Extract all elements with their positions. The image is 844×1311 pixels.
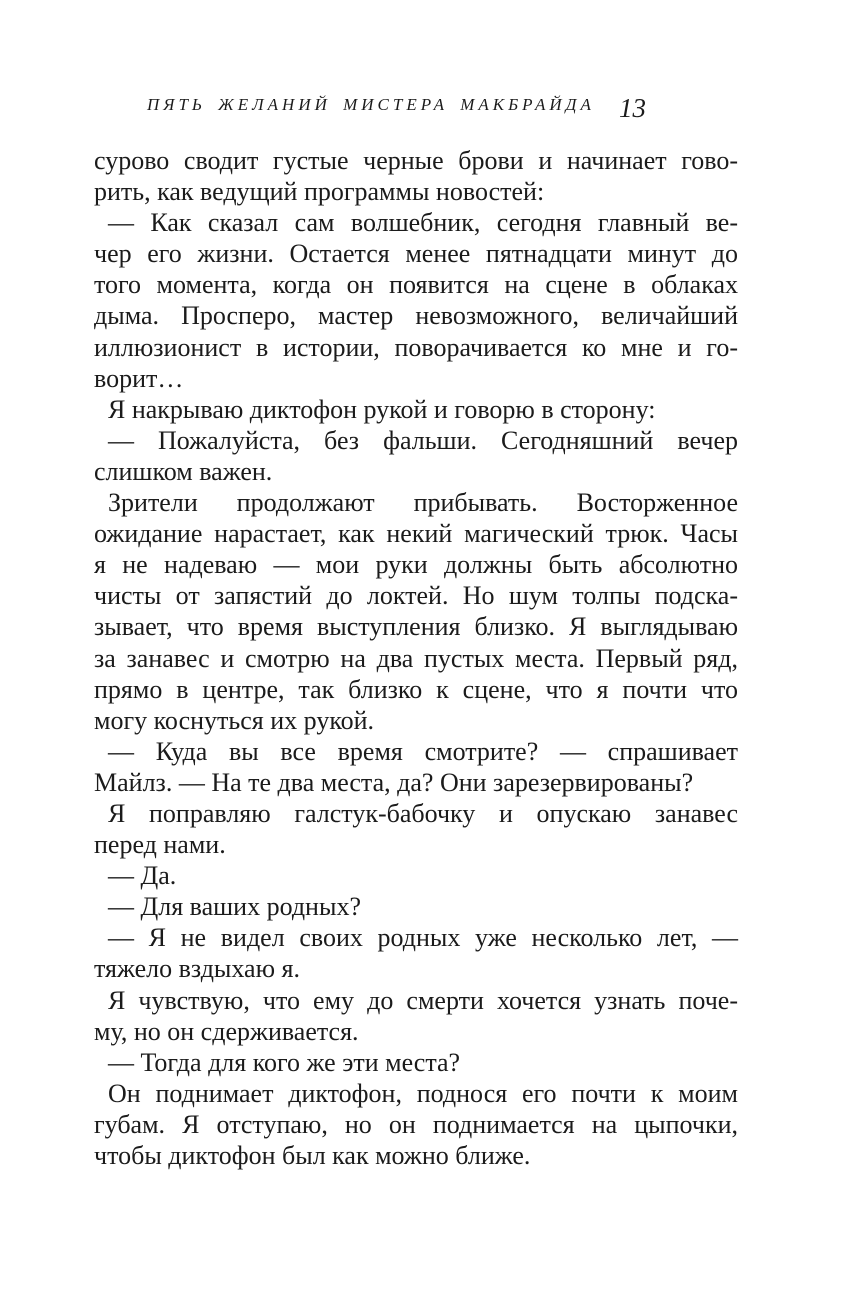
text-line: дыма. Просперо, мастер невозможного, величайший [94,301,738,331]
running-title: ПЯТЬ ЖЕЛАНИЙ МИСТЕРА МАКБРАЙДА [147,95,595,114]
text-line: Зрители продолжают прибывать. Восторженное [108,488,738,518]
text-line: зывает, что время выступления близко. Я выглядываю [94,612,738,642]
text-line: губам. Я отступаю, но он поднимается на цыпочки, [94,1109,738,1139]
text-line: — Куда вы все время смотрите? — спрашивает [108,736,738,766]
text-line: перед нами. [94,830,226,860]
text-line: — Да. [108,861,177,891]
text-line: — Для ваших родных? [108,892,361,922]
text-line: того момента, когда он появится на сцене в облаках [94,270,738,300]
text-line: Я накрываю диктофон рукой и говорю в сторону: [108,394,656,424]
page-header [0,0,844,140]
text-line: я не надеваю — мои руки должны быть абсолютно [94,550,738,580]
text-line: — Тогда для кого же эти места? [108,1047,461,1077]
text-line: — Как сказал сам волшебник, сегодня главный ве- [108,208,738,238]
text-line: тяжело вздыхаю я. [94,954,300,984]
page-number: 13 [619,93,646,123]
text-line: за занавес и смотрю на два пустых места. Первый ряд, [94,643,738,673]
text-line: Я чувствую, что ему до смерти хочется узнать поче- [108,985,738,1015]
text-line: Я поправляю галстук-бабочку и опускаю занавес [108,798,738,828]
text-line: рить, как ведущий программы новостей: [94,177,545,207]
text-line: иллюзионист в истории, поворачивается ко мне и го- [94,332,738,362]
text-line: чер его жизни. Остается менее пятнадцати минут до [94,239,738,269]
text-line: сурово сводит густые черные брови и начинает гово- [94,146,738,175]
text-line: ожидание нарастает, как некий магический трюк. Часы [94,519,738,549]
text-line: — Я не видел своих родных уже несколько лет, — [108,923,738,953]
text-line: — Пожалуйста, без фальши. Сегодняшний вечер [108,425,738,455]
body-text [94,145,738,1171]
text-line: могу коснуться их рукой. [94,705,375,735]
text-line: ворит… [94,363,184,393]
text-line: Он поднимает диктофон, поднося его почти к моим [108,1078,738,1108]
text-line: слишком важен. [94,456,273,486]
text-line: Майлз. — На те два места, да? Они зарезервированы? [94,767,694,797]
text-line: прямо в центре, так близко к сцене, что я почти что [94,674,738,704]
text-line: чтобы диктофон был как можно ближе. [94,1141,531,1170]
text-line: му, но он сдерживается. [94,1016,359,1046]
text-line: чисты от запястий до локтей. Но шум толпы подска- [94,581,738,611]
